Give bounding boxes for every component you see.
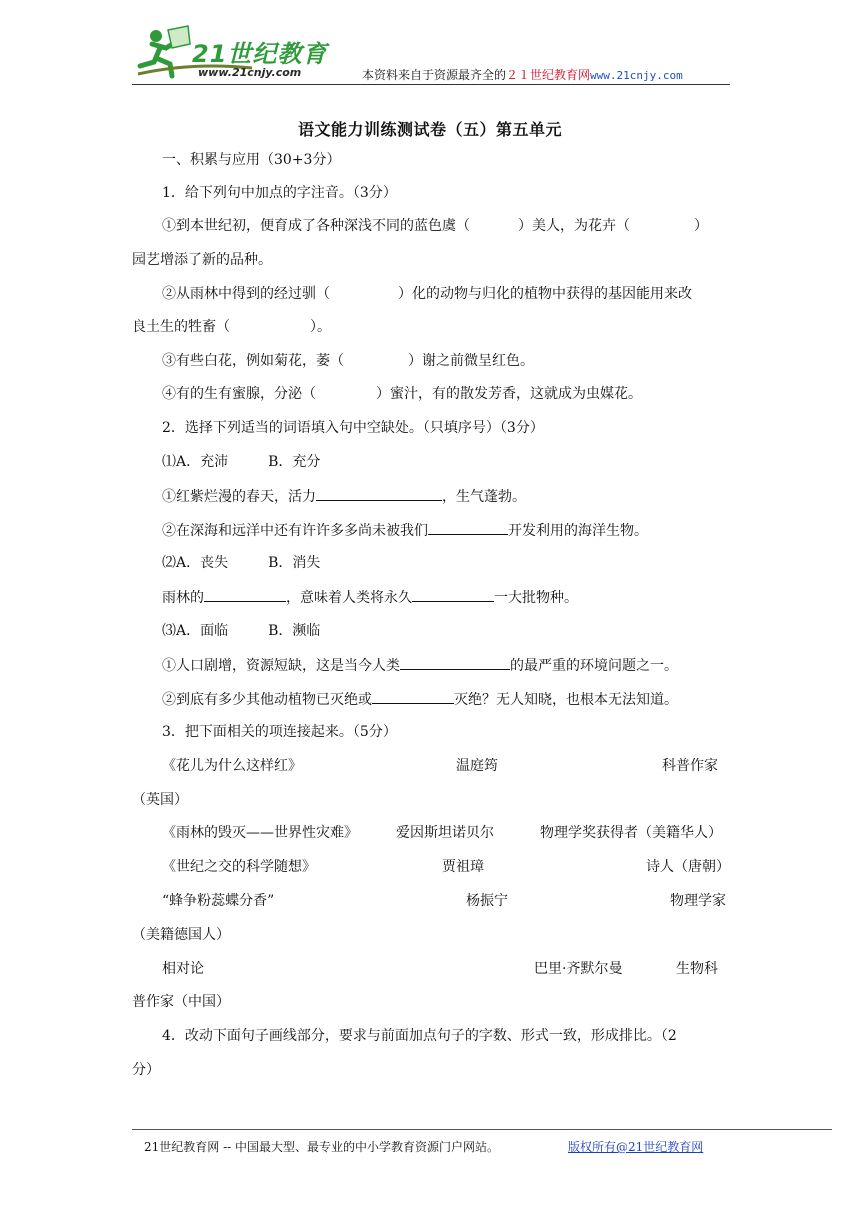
matching-work-4: “蜂争粉蕊蝶分香” [162, 893, 275, 909]
header-note [362, 66, 683, 83]
option-b: B．濒临 [268, 623, 321, 639]
q2-text: ①红紫烂漫的春天，活力 [162, 489, 316, 505]
fill-blank[interactable] [316, 486, 442, 501]
matching-person-5: 巴里·齐默尔曼 [534, 961, 623, 977]
question-3-stem: 3．把下面相关的项连接起来。（5分） [162, 724, 397, 740]
fill-blank[interactable] [204, 587, 286, 602]
q1-text: ）化的动物与归化的植物中获得的基因能用来改 [398, 286, 692, 302]
logo-url: www.21cnjy.com [198, 66, 302, 79]
option-b: B．消失 [268, 555, 321, 571]
matching-person-4: 杨振宁 [466, 893, 508, 909]
matching-work-1: 《花儿为什么这样红》 [162, 758, 302, 774]
matching-role-2: 物理学奖获得者（美籍华人） [540, 825, 722, 841]
site-logo[interactable] [132, 22, 342, 82]
option-a: ⑴A．充沛 [162, 454, 229, 470]
section-heading: 一、积累与应用（30+3分） [162, 152, 341, 168]
question-1-line-4 [132, 317, 331, 337]
q2-text: ，生气蓬勃。 [442, 489, 526, 505]
q2-text: 开发利用的海洋生物。 [508, 523, 648, 539]
q2-group-2-sentence [162, 587, 578, 608]
q1-text: ②从雨林中得到的经过驯（ [162, 286, 330, 302]
matching-role-5-cont: 普作家（中国） [132, 994, 230, 1010]
q2-group-3-sentence-2 [162, 689, 678, 710]
q1-text: ）美人，为花卉（ [518, 218, 630, 234]
matching-work-3: 《世纪之交的科学随想》 [162, 859, 316, 875]
q1-text: ）。 [310, 319, 331, 335]
q2-text: 灭绝？无人知晓，也根本无法知道。 [454, 692, 678, 708]
q1-text: ） [694, 218, 708, 234]
matching-role-5: 生物科 [676, 961, 718, 977]
q2-text: 雨林的 [162, 590, 204, 606]
matching-role-4: 物理学家 [670, 893, 726, 909]
header-divider [132, 84, 730, 85]
q2-text: ①人口剧增，资源短缺，这是当今人类 [162, 658, 400, 674]
question-1-line-6 [162, 384, 642, 404]
q1-text: ④有的生有蜜腺，分泌（ [162, 386, 316, 402]
option-a: ⑵A．丧失 [162, 555, 229, 571]
question-1-stem: 1．给下列句中加点的字注音。（3分） [162, 185, 397, 201]
q1-text: ①到本世纪初，便育成了各种深浅不同的蓝色虞（ [162, 218, 470, 234]
matching-work-5: 相对论 [162, 961, 204, 977]
question-4-stem-cont: 分） [132, 1062, 160, 1078]
footer-copyright-link[interactable]: 版权所有@21世纪教育网 [568, 1140, 704, 1154]
matching-person-1: 温庭筠 [456, 758, 498, 774]
page-header [132, 22, 730, 86]
logo-text: 21世纪教育 [192, 40, 328, 68]
q1-text: ）蜜汁，有的散发芳香，这就成为虫媒花。 [376, 386, 642, 402]
q2-group-2-options [162, 553, 320, 573]
q2-group-1-sentence-2 [162, 520, 648, 541]
q1-text: ③有些白花，例如菊花，萎（ [162, 353, 344, 369]
q2-group-3-sentence-1 [162, 655, 678, 676]
fill-blank[interactable] [400, 655, 510, 670]
question-2-stem: 2．选择下列适当的词语填入句中空缺处。（只填序号）（3分） [162, 420, 544, 436]
q2-text: 的最严重的环境问题之一。 [510, 658, 678, 674]
header-site-url[interactable]: www.21cnjy.com [590, 69, 683, 82]
page-title: 语文能力训练测试卷（五）第五单元 [297, 120, 562, 139]
question-1-line-2: 园艺增添了新的品种。 [132, 252, 272, 268]
question-1-line-1 [162, 216, 708, 236]
footer-divider [132, 1129, 832, 1130]
fill-blank[interactable] [372, 689, 454, 704]
question-1-line-3 [162, 284, 692, 304]
matching-role-4-cont: （美籍德国人） [132, 927, 230, 943]
footer-text: 21世纪教育网 -- 中国最大型、最专业的中小学教育资源门户网站。 [144, 1140, 500, 1154]
fill-blank[interactable] [428, 520, 508, 535]
q2-text: ②到底有多少其他动植物已灭绝或 [162, 692, 372, 708]
q2-group-1-sentence-1 [162, 486, 526, 507]
q2-text: ，意味着人类将永久 [286, 590, 412, 606]
q2-group-1-options [162, 452, 320, 472]
option-b: B．充分 [268, 454, 321, 470]
header-site-name[interactable]: ２１世纪教育网 [506, 68, 591, 82]
fill-blank[interactable] [412, 587, 494, 602]
question-4-stem: 4．改动下面句子画线部分，要求与前面加点句子的字数、形式一致，形成排比。（2 [162, 1028, 677, 1044]
matching-role-1-cont: （英国） [132, 792, 188, 808]
option-a: ⑶A．面临 [162, 623, 229, 639]
q2-group-3-options [162, 621, 320, 641]
matching-person-2: 爱因斯坦诺贝尔 [396, 825, 494, 841]
question-1-line-5 [162, 351, 534, 371]
q1-text: ）谢之前微呈红色。 [408, 353, 534, 369]
matching-work-2: 《雨林的毁灭——世界性灾难》 [162, 825, 358, 841]
matching-role-3: 诗人（唐朝） [646, 859, 730, 875]
matching-role-1: 科普作家 [662, 758, 718, 774]
q2-text: ②在深海和远洋中还有许许多多尚未被我们 [162, 523, 428, 539]
matching-person-3: 贾祖璋 [442, 859, 484, 875]
q2-text: 一大批物种。 [494, 590, 578, 606]
header-note-prefix: 本资料来自于资源最齐全的 [362, 68, 507, 82]
q1-text: 良土生的牲畜（ [132, 319, 230, 335]
